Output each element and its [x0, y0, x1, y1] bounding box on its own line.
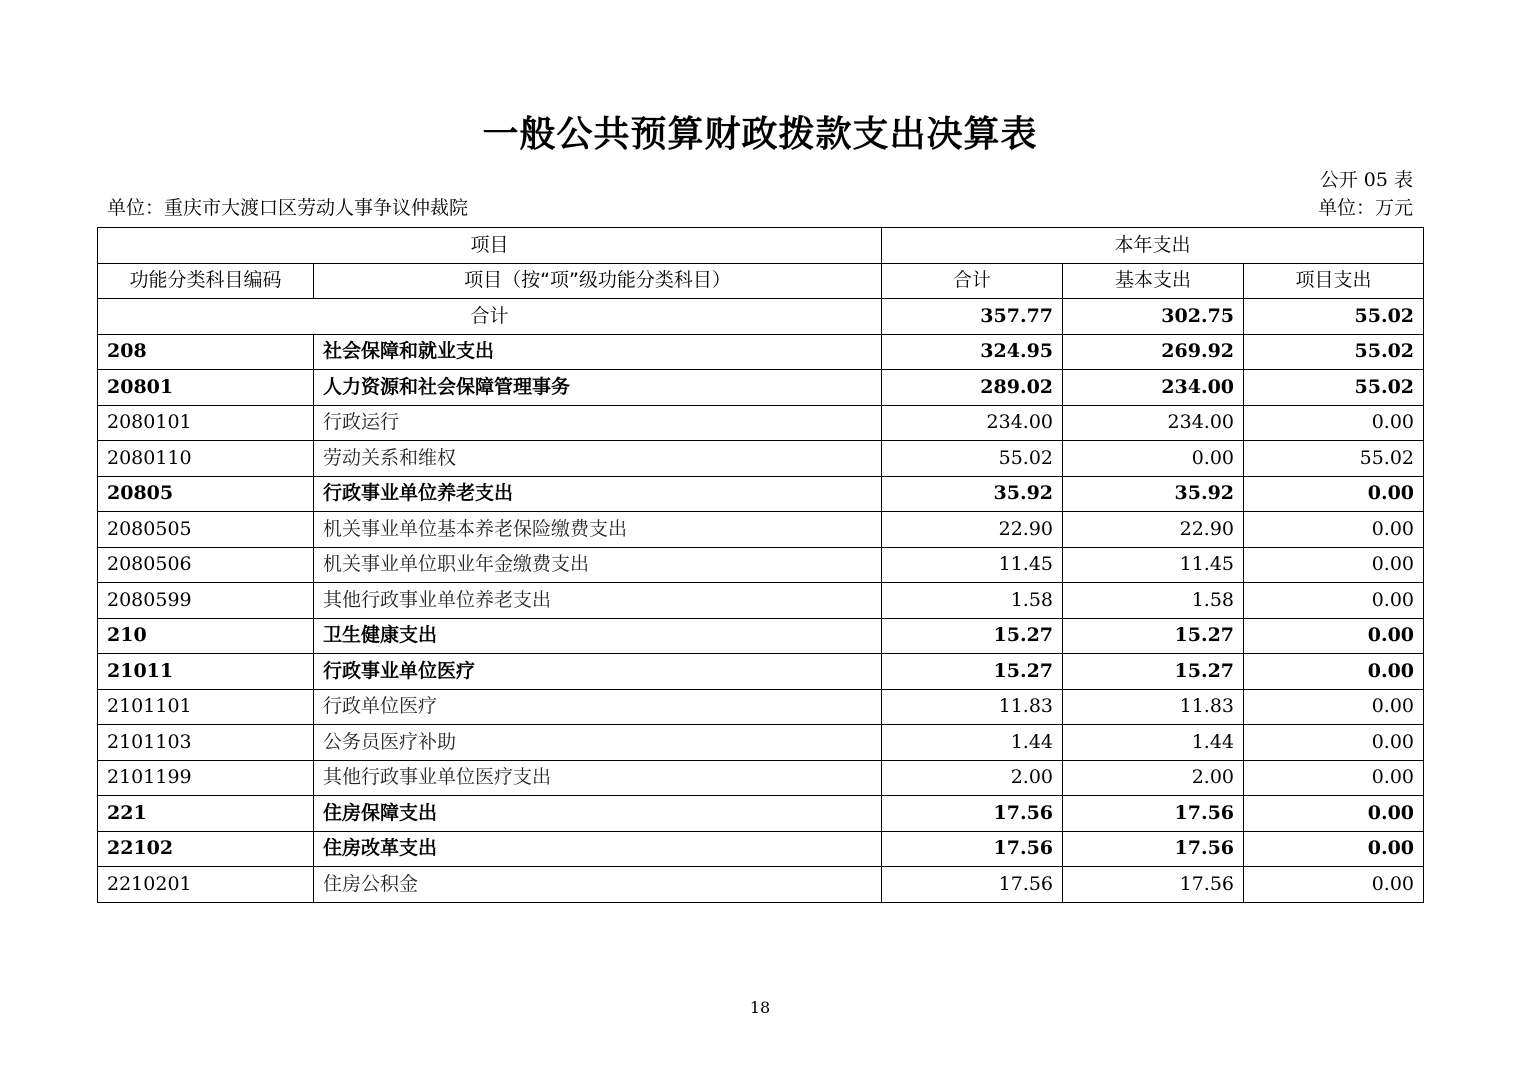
row-name: 住房保障支出: [314, 796, 882, 832]
row-total: 15.27: [882, 618, 1063, 654]
row-basic: 0.00: [1063, 441, 1244, 477]
total-label: 合计: [98, 299, 882, 335]
row-project: 55.02: [1244, 441, 1424, 477]
row-name: 行政事业单位医疗: [314, 654, 882, 690]
row-code: 2101101: [98, 689, 314, 725]
unit-organization: 单位：重庆市大渡口区劳动人事争议仲裁院: [107, 197, 469, 219]
total-basic: 302.75: [1063, 299, 1244, 335]
row-project: 0.00: [1244, 583, 1424, 619]
row-basic: 11.45: [1063, 547, 1244, 583]
row-total: 17.56: [882, 796, 1063, 832]
row-code: 2080110: [98, 441, 314, 477]
row-name: 行政单位医疗: [314, 689, 882, 725]
row-basic: 17.56: [1063, 831, 1244, 867]
row-project: 0.00: [1244, 547, 1424, 583]
table-row: [98, 370, 1424, 406]
row-total: 11.83: [882, 689, 1063, 725]
row-basic: 15.27: [1063, 618, 1244, 654]
row-name: 住房公积金: [314, 867, 882, 903]
table-row: [98, 618, 1424, 654]
row-total: 17.56: [882, 867, 1063, 903]
row-code: 20801: [98, 370, 314, 406]
row-code: 208: [98, 334, 314, 370]
row-name: 社会保障和就业支出: [314, 334, 882, 370]
row-total: 2.00: [882, 760, 1063, 796]
row-project: 0.00: [1244, 796, 1424, 832]
row-total: 289.02: [882, 370, 1063, 406]
row-code: 210: [98, 618, 314, 654]
row-total: 22.90: [882, 512, 1063, 548]
row-project: 0.00: [1244, 689, 1424, 725]
row-code: 2080101: [98, 405, 314, 441]
table-row: [98, 654, 1424, 690]
total-project: 55.02: [1244, 299, 1424, 335]
row-name: 机关事业单位职业年金缴费支出: [314, 547, 882, 583]
row-basic: 22.90: [1063, 512, 1244, 548]
row-project: 55.02: [1244, 334, 1424, 370]
row-basic: 1.44: [1063, 725, 1244, 761]
row-name: 公务员医疗补助: [314, 725, 882, 761]
row-code: 2210201: [98, 867, 314, 903]
header-project: 项目: [98, 228, 882, 264]
row-basic: 35.92: [1063, 476, 1244, 512]
header-basic: 基本支出: [1063, 263, 1244, 299]
table-header-row-1: [98, 228, 1424, 264]
row-total: 1.58: [882, 583, 1063, 619]
row-total: 1.44: [882, 725, 1063, 761]
table-row: [98, 583, 1424, 619]
row-code: 21011: [98, 654, 314, 690]
row-basic: 269.92: [1063, 334, 1244, 370]
row-name: 人力资源和社会保障管理事务: [314, 370, 882, 406]
row-code: 2080599: [98, 583, 314, 619]
table-row: [98, 760, 1424, 796]
row-code: 2080505: [98, 512, 314, 548]
table-row: [98, 796, 1424, 832]
header-name: 项目（按“项”级功能分类科目）: [314, 263, 882, 299]
table-row: [98, 867, 1424, 903]
row-basic: 2.00: [1063, 760, 1244, 796]
row-basic: 234.00: [1063, 370, 1244, 406]
row-total: 35.92: [882, 476, 1063, 512]
total-total: 357.77: [882, 299, 1063, 335]
row-code: 2101199: [98, 760, 314, 796]
row-name: 其他行政事业单位医疗支出: [314, 760, 882, 796]
row-basic: 15.27: [1063, 654, 1244, 690]
table-row: [98, 512, 1424, 548]
table-row: [98, 405, 1424, 441]
total-row: [98, 299, 1424, 335]
row-total: 234.00: [882, 405, 1063, 441]
row-total: 55.02: [882, 441, 1063, 477]
form-number: 公开 05 表: [1319, 169, 1413, 191]
unit-currency: 单位：万元: [1317, 197, 1413, 219]
table-row: [98, 476, 1424, 512]
row-total: 15.27: [882, 654, 1063, 690]
header-project-expense: 项目支出: [1244, 263, 1424, 299]
row-project: 0.00: [1244, 476, 1424, 512]
row-project: 55.02: [1244, 370, 1424, 406]
row-name: 机关事业单位基本养老保险缴费支出: [314, 512, 882, 548]
table-row: [98, 831, 1424, 867]
row-basic: 17.56: [1063, 867, 1244, 903]
row-project: 0.00: [1244, 760, 1424, 796]
row-total: 324.95: [882, 334, 1063, 370]
row-project: 0.00: [1244, 654, 1424, 690]
table-row: [98, 547, 1424, 583]
header-code: 功能分类科目编码: [98, 263, 314, 299]
row-name: 劳动关系和维权: [314, 441, 882, 477]
table-row: [98, 334, 1424, 370]
row-project: 0.00: [1244, 831, 1424, 867]
row-name: 卫生健康支出: [314, 618, 882, 654]
table-row: [98, 441, 1424, 477]
row-name: 住房改革支出: [314, 831, 882, 867]
header-total: 合计: [882, 263, 1063, 299]
row-name: 其他行政事业单位养老支出: [314, 583, 882, 619]
row-code: 22102: [98, 831, 314, 867]
table-row: [98, 725, 1424, 761]
row-project: 0.00: [1244, 618, 1424, 654]
row-name: 行政事业单位养老支出: [314, 476, 882, 512]
row-project: 0.00: [1244, 512, 1424, 548]
row-project: 0.00: [1244, 405, 1424, 441]
page-title: 一般公共预算财政拨款支出决算表: [482, 114, 1038, 155]
table-header-row-2: [98, 263, 1424, 299]
row-code: 2101103: [98, 725, 314, 761]
row-code: 221: [98, 796, 314, 832]
table-row: [98, 689, 1424, 725]
page-number: 18: [749, 998, 771, 1017]
row-basic: 1.58: [1063, 583, 1244, 619]
row-total: 11.45: [882, 547, 1063, 583]
row-code: 20805: [98, 476, 314, 512]
header-year-expense: 本年支出: [882, 228, 1424, 264]
row-basic: 11.83: [1063, 689, 1244, 725]
row-project: 0.00: [1244, 867, 1424, 903]
row-code: 2080506: [98, 547, 314, 583]
row-total: 17.56: [882, 831, 1063, 867]
row-project: 0.00: [1244, 725, 1424, 761]
budget-table: [97, 227, 1424, 903]
row-basic: 17.56: [1063, 796, 1244, 832]
row-basic: 234.00: [1063, 405, 1244, 441]
row-name: 行政运行: [314, 405, 882, 441]
